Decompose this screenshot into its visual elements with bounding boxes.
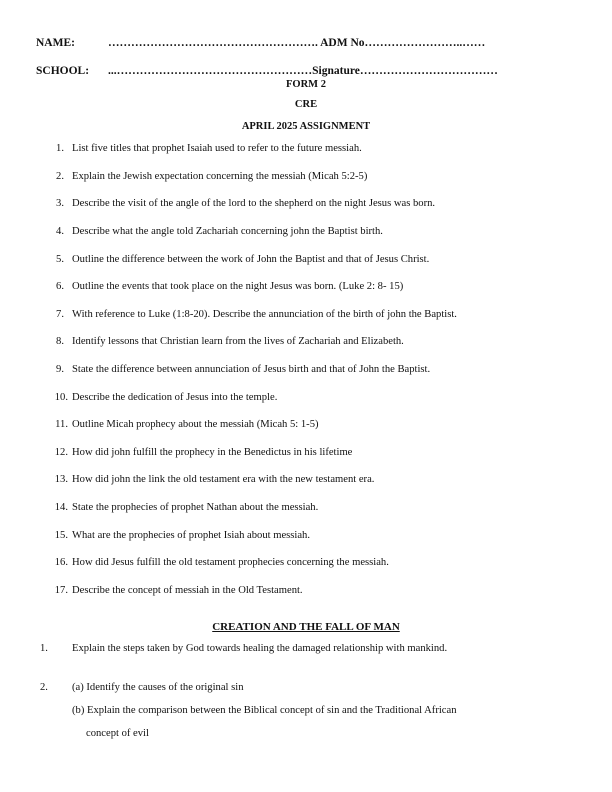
question-number: 5. (56, 254, 64, 265)
question-text: Outline Micah prophecy about the messiah (Micah 5: 1-5) (72, 419, 319, 430)
question-number: 4. (56, 226, 64, 237)
question-text: How did Jesus fulfill the old testament prophecies concerning the messiah. (72, 557, 389, 568)
question-text: With reference to Luke (1:8-20). Describe the annunciation of the birth of john the Baptist. (72, 309, 457, 320)
section-question-part-a: (a) Identify the causes of the original sin (72, 682, 244, 693)
section-question-number: 2. (40, 682, 48, 693)
question-number: 7. (56, 309, 64, 320)
section-question-part-b-continued: concept of evil (86, 728, 149, 739)
question-text: State the difference between annunciation of Jesus birth and that of John the Baptist. (72, 364, 431, 375)
question-number: 13. (54, 474, 68, 485)
question-text: How did john fulfill the prophecy in the Benedictus in his lifetime (72, 447, 353, 458)
question-number: 15. (54, 530, 68, 541)
form-heading: FORM 2 (286, 79, 326, 90)
subject-heading: CRE (294, 99, 318, 110)
question-text: Outline the difference between the work of John the Baptist and that of Jesus Christ. (72, 254, 430, 265)
name-adm-line: ………………………………………………. ADM No……………………..…… (108, 37, 486, 49)
question-number: 12. (54, 447, 68, 458)
question-text: Describe what the angle told Zachariah concerning john the Baptist birth. (72, 226, 383, 237)
assignment-heading: APRIL 2025 ASSIGNMENT (241, 121, 371, 132)
name-label: NAME: (36, 37, 75, 49)
section-question-number: 1. (40, 643, 48, 654)
question-text: List five titles that prophet Isaiah used to refer to the future messiah. (72, 143, 362, 154)
question-number: 6. (56, 281, 64, 292)
question-text: How did john the link the old testament era with the new testament era. (72, 474, 375, 485)
school-label: SCHOOL: (36, 65, 90, 77)
question-number: 10. (54, 392, 68, 403)
section-title: CREATION AND THE FALL OF MAN (212, 621, 400, 633)
section-question-text: Explain the steps taken by God towards healing the damaged relationship with mankind. (72, 643, 448, 654)
school-signature-line: ...……………………………………………Signature……………………………… (108, 65, 498, 77)
question-text: Explain the Jewish expectation concerning the messiah (Micah 5:2-5) (72, 171, 368, 182)
question-number: 8. (56, 336, 64, 347)
question-text: Describe the concept of messiah in the Old Testament. (72, 585, 303, 596)
question-text: Describe the visit of the angle of the lord to the shepherd on the night Jesus was born. (72, 198, 436, 209)
question-number: 3. (56, 198, 64, 209)
question-number: 11. (55, 419, 68, 430)
section-question-part-b: (b) Explain the comparison between the Biblical concept of sin and the Traditional African (72, 705, 457, 716)
question-text: Outline the events that took place on the night Jesus was born. (Luke 2: 8- 15) (72, 281, 404, 292)
question-text: Describe the dedication of Jesus into the temple. (72, 392, 278, 403)
question-number: 9. (56, 364, 64, 375)
question-number: 17. (54, 585, 68, 596)
question-number: 14. (54, 502, 68, 513)
question-text: Identify lessons that Christian learn from the lives of Zachariah and Elizabeth. (72, 336, 404, 347)
question-text: What are the prophecies of prophet Isiah about messiah. (72, 530, 310, 541)
question-number: 16. (54, 557, 68, 568)
question-text: State the prophecies of prophet Nathan about the messiah. (72, 502, 319, 513)
question-number: 2. (56, 171, 64, 182)
question-number: 1. (56, 143, 64, 154)
